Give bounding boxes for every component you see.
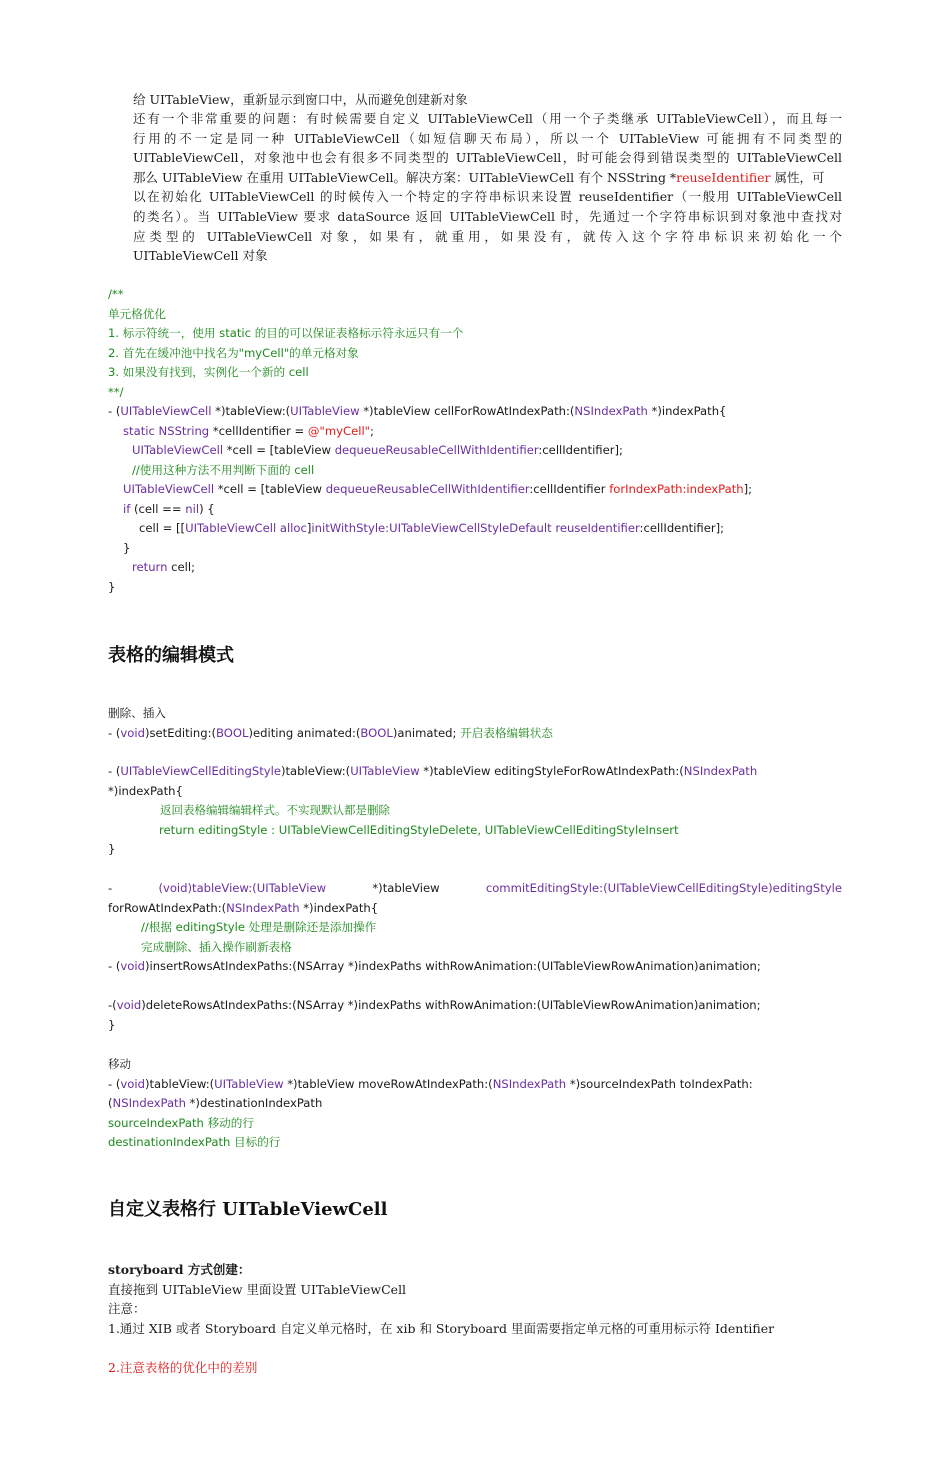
code-token: (cell == [130,501,186,516]
code-keyword: BOOL [216,725,249,740]
code-type: NSIndexPath [683,764,758,778]
code-token: - ( [108,1076,121,1091]
code-type: NSIndexPath [492,1076,567,1091]
subheading-delete-insert: 删除、插入 [108,706,166,720]
code-method: initWithStyle: [311,521,390,535]
code-type: UITableView [350,764,420,778]
code-token: )setEditing:( [144,725,217,740]
code-token: cell = [[ [139,521,186,535]
code-token: :cellIdentifier [529,482,610,496]
code-keyword: if [123,501,131,516]
code-token: forRowAtIndexPath:( [108,900,227,915]
code-token: ]; [743,482,753,496]
code-token: ) { [199,501,215,516]
code-token: ] [306,521,312,535]
code-editing-style-signature-cont: *)indexPath{ [108,783,183,798]
code-brace: } [108,1017,116,1032]
intro-text-part: 属性，可 [770,169,825,185]
code-comment: 返回表格编辑编辑样式。不实现默认都是删除 [160,803,390,817]
intro-paragraph-line [133,168,842,187]
code-token: ( [108,1096,113,1110]
code-method: reuseIdentifier [555,521,640,535]
code-method: alloc [279,521,307,535]
intro-paragraph-line: UITableViewCell，对象池中也会有很多不同类型的 UITableViewCell，时可能会得到错误类型的 UITableViewCell [133,150,842,166]
code-keyword: BOOL [360,725,393,740]
code-token: *cell = [tableView [214,482,326,496]
code-constant: UITableViewCellStyleDefault [389,521,552,535]
code-type: NSIndexPath [574,404,648,418]
code-token: )tableView:( [144,1076,215,1091]
code-insert-rows [108,957,761,976]
code-if-line [123,500,215,519]
note-item-highlight: 2.注意表格的优化中的差别 [108,1360,258,1375]
code-set-editing [108,724,553,743]
move-destination-note: destinationIndexPath 目标的行 [108,1135,281,1149]
code-method: dequeueReusableCellWithIdentifier [325,482,530,496]
code-token: *)destinationIndexPath [185,1096,323,1110]
code-type: UITableViewCell [132,443,224,457]
code-keyword: return [132,560,168,574]
note-item: 1.通过 XIB 或者 Storyboard 自定义单元格时，在 xib 和 Storyboard 里面需要指定单元格的可重用标示符 Identifier [108,1320,775,1336]
subheading-move: 移动 [108,1057,131,1071]
intro-paragraph-line: 应类型的 UITableViewCell 对象，如果有，就重用，如果没有，就传入这个字符串标识来初始化一个 [133,228,842,244]
code-comment: 开启表格编辑状态 [460,725,553,740]
intro-paragraph-line: 还有一个非常重要的问题：有时候需要自定义 UITableViewCell（用一个子类继承 UITableViewCell），而且每一 [133,111,842,126]
code-token: - ( [108,959,121,973]
code-brace: } [123,540,131,555]
code-token: - [108,881,113,895]
code-keyword: void [120,1076,145,1091]
code-token: *cellIdentifier = [209,423,308,438]
code-token: )editing animated:( [248,725,361,740]
note-label: 注意： [108,1301,146,1316]
storyboard-title: storyboard 方式创建： [108,1262,251,1277]
code-commit-editing-signature-cont [108,899,378,918]
code-token: *)tableView editingStyleForRowAtIndexPath:( [419,764,684,778]
code-type: NSIndexPath [226,900,300,915]
code-type: UITableViewCell [185,521,277,535]
section-heading-edit-mode: 表格的编辑模式 [108,645,234,666]
code-move-signature [108,1075,753,1094]
code-token: :cellIdentifier]; [639,521,725,535]
comment-item: 1. 标示符统一，使用 static 的目的可以保证表格标示符永远只有一个 [108,326,464,340]
code-token: commitEditingStyle:(UITableViewCellEditingStyle)editingStyle [485,881,842,895]
code-brace: } [108,842,116,856]
move-source-note: sourceIndexPath 移动的行 [108,1115,254,1130]
code-string: @"myCell" [307,423,371,438]
comment-item: 2. 首先在缓冲池中找名为"myCell"的单元格对象 [108,345,359,360]
intro-line: 给 UITableView，重新显示到窗口中，从而避免创建新对象 [133,92,468,107]
code-token: *)tableView:( [211,404,291,418]
code-cellforrow-signature [108,402,726,421]
code-token: cell; [167,560,195,574]
code-alloc-line [139,519,724,538]
code-token: )animated; [392,725,461,740]
code-comment: //根据 editingStyle 处理是删除还是添加操作 [141,920,377,934]
code-token: ; [370,423,374,438]
code-type: UITableView [214,1076,284,1091]
code-token: :cellIdentifier]; [538,443,623,457]
code-move-signature-cont [108,1094,322,1113]
code-keyword: void [120,725,145,740]
comment-open: /** [108,287,124,301]
code-comment: 完成删除、插入操作刷新表格 [141,939,292,954]
code-keyword: nil [185,501,200,516]
reuse-identifier-highlight: reuseIdentifier [676,169,771,185]
code-token: *)tableView cellForRowAtIndexPath:( [359,404,575,418]
code-highlight: forIndexPath:indexPath [609,482,744,496]
code-method: dequeueReusableCellWithIdentifier [334,443,539,457]
code-type: UITableView [290,404,360,418]
code-token: *)sourceIndexPath toIndexPath: [566,1076,753,1091]
storyboard-line: 直接拖到 UITableView 里面设置 UITableViewCell [108,1281,407,1297]
code-editing-style-signature [108,762,757,781]
code-brace: } [108,579,116,594]
code-type: UITableViewCell [120,404,212,418]
code-token: )deleteRowsAtIndexPaths:(NSArray *)indexPaths withRowAnimation:(UITableViewRowAnimation)animation; [141,998,761,1012]
code-type: NSIndexPath [112,1096,186,1110]
code-token: )insertRowsAtIndexPaths:(NSArray *)indexPaths withRowAnimation:(UITableViewRowAnimation)animation; [144,959,761,973]
code-token: *cell = [tableView [223,443,335,457]
code-token: *)indexPath{ [299,900,379,915]
code-return-editing-style: return editingStyle : UITableViewCellEditingStyleDelete, UITableViewCellEditingStyleInsert [159,822,679,837]
code-delete-rows [108,996,761,1015]
code-token: - ( [108,404,121,418]
code-comment: //使用这种方法不用判断下面的 cell [132,462,315,477]
code-token: *)indexPath{ [647,404,727,418]
code-token: )tableView:( [280,764,351,778]
code-static-line [123,422,374,441]
comment-close: **/ [108,384,124,399]
code-keyword: static [123,423,155,438]
code-commit-editing-signature [108,879,842,898]
intro-paragraph-line: 行用的不一定是同一种 UITableViewCell（如短信聊天布局），所以一个 UITableView 可能拥有不同类型的 [133,130,842,146]
code-token: -( [108,998,117,1012]
intro-paragraph-line: 的类名）。当 UITableView 要求 dataSource 返回 UITableViewCell 时，先通过一个字符串标识到对象池中查找对 [133,209,842,224]
intro-text-part: 那么 UITableView 在重用 UITableViewCell。解决方案：UITableViewCell 有个 NSString * [133,169,677,185]
code-token: *)tableView moveRowAtIndexPath:( [283,1076,493,1091]
section-heading-custom-cell: 自定义表格行 UITableViewCell [108,1199,388,1220]
comment-item: 3. 如果没有找到，实例化一个新的 cell [108,365,309,379]
code-return-line [132,558,195,577]
code-dequeue-indexpath-line [123,480,752,499]
code-type: UITableViewCell [123,482,215,496]
code-token: - ( [108,725,121,740]
intro-paragraph-line: UITableViewCell 对象 [133,248,268,264]
code-token: (void)tableView:(UITableView [158,881,327,895]
intro-text [133,168,825,187]
code-type: UITableViewCellEditingStyle [120,764,281,778]
code-token: *)tableView [372,881,440,895]
code-keyword: void [116,998,142,1012]
code-type: NSString [158,423,210,438]
comment-title: 单元格优化 [108,306,166,321]
code-keyword: void [120,959,145,973]
intro-paragraph-line: 以在初始化 UITableViewCell 的时候传入一个特定的字符串标识来设置 reuseIdentifier（一般用 UITableViewCell [133,189,842,205]
code-token: - ( [108,764,121,778]
code-dequeue-line [132,441,623,460]
